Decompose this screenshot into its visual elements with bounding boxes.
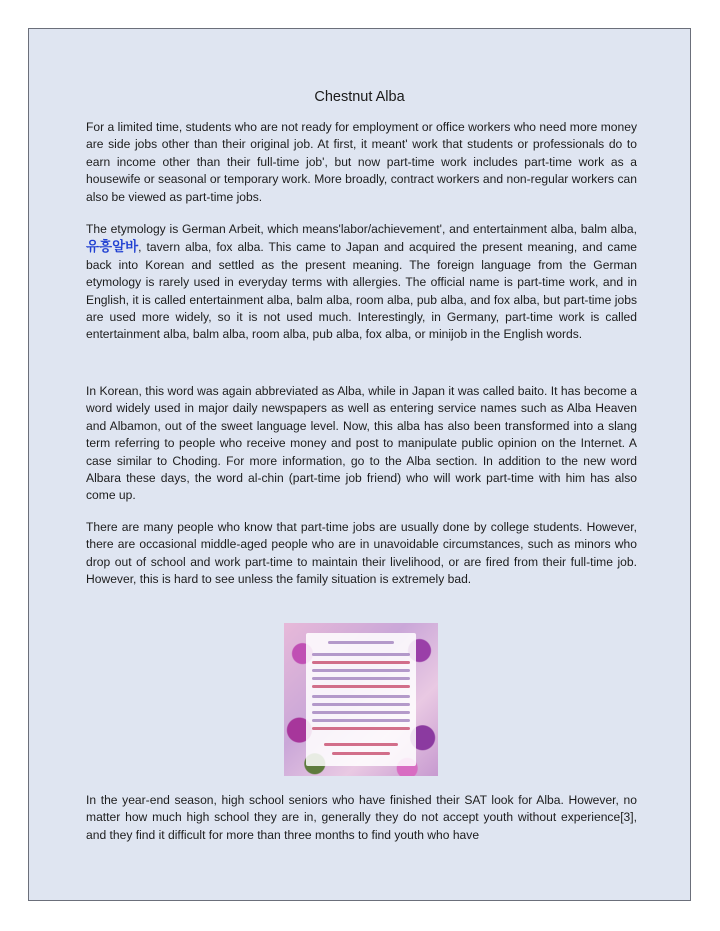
korean-keyword-link[interactable]: 유흥알바 <box>86 239 139 255</box>
paragraph-3: In Korean, this word was again abbreviated as Alba, while in Japan it was called baito. It has become a word widely used in major daily newspapers as well as entering service names such as Alba Heaven and Albamon, out of the sweet language level. Now, this alba has also been transformed into a slang term referring to people who receive money and post to manipulate public opinion on the Internet. A case similar to Choding. For more information, go to the Alba section. In addition to the new word Albara these days, the word al-chin (part-time job friend) who will work part-time with him has also come up. <box>86 384 637 503</box>
paragraph-2-text-end: , tavern alba, fox alba. This came to Japan and acquired the present meaning, and came back into Korean and settled as the present meaning. The foreign language from the German etymology is rarely used in everyday terms with allergies. The official name is part-time work, and in English, it is called entertainment alba, balm alba, room alba, pub alba, and fox alba, but part-time jobs are used more widely, so it is not used much. Interestingly, in Germany, part-time work is called entertainment alba, balm alba, room alba, pub alba, fox alba, or minijob in the English words. <box>86 240 637 342</box>
paragraph-4: There are many people who know that part-time jobs are usually done by college students. However, there are occasional middle-aged people who are in unavoidable circumstances, such as minors who drop out of school and work part-time to maintain their livelihood, or are fired from their full-time job. However, this is hard to see unless the family situation is extremely bad. <box>86 520 637 587</box>
paragraph-2 <box>86 221 637 344</box>
paragraph-5: In the year-end season, high school seniors who have finished their SAT look for Alba. However, no matter how much high school they are in, generally they do not accept youth without experience[3], and they find it difficult for more than three months to find youth who have <box>86 793 637 842</box>
paragraph-2-text-start: The etymology is German Arbeit, which means'labor/achievement', and entertainment alba, balm alba, <box>86 222 637 236</box>
document-title: Chestnut Alba <box>314 89 405 105</box>
flyer-image <box>284 623 438 776</box>
paragraph-1: For a limited time, students who are not ready for employment or office workers who need more money are side jobs other than their original job. At first, it meant' work that students or professionals do to earn income other than their full-time job', but now part-time work includes part-time work as a housewife or seasonal or temporary work. More broadly, contract workers and non-regular workers can also be viewed as part-time jobs. <box>86 120 637 204</box>
document-page <box>28 28 691 901</box>
flyer-text-card <box>306 633 416 766</box>
